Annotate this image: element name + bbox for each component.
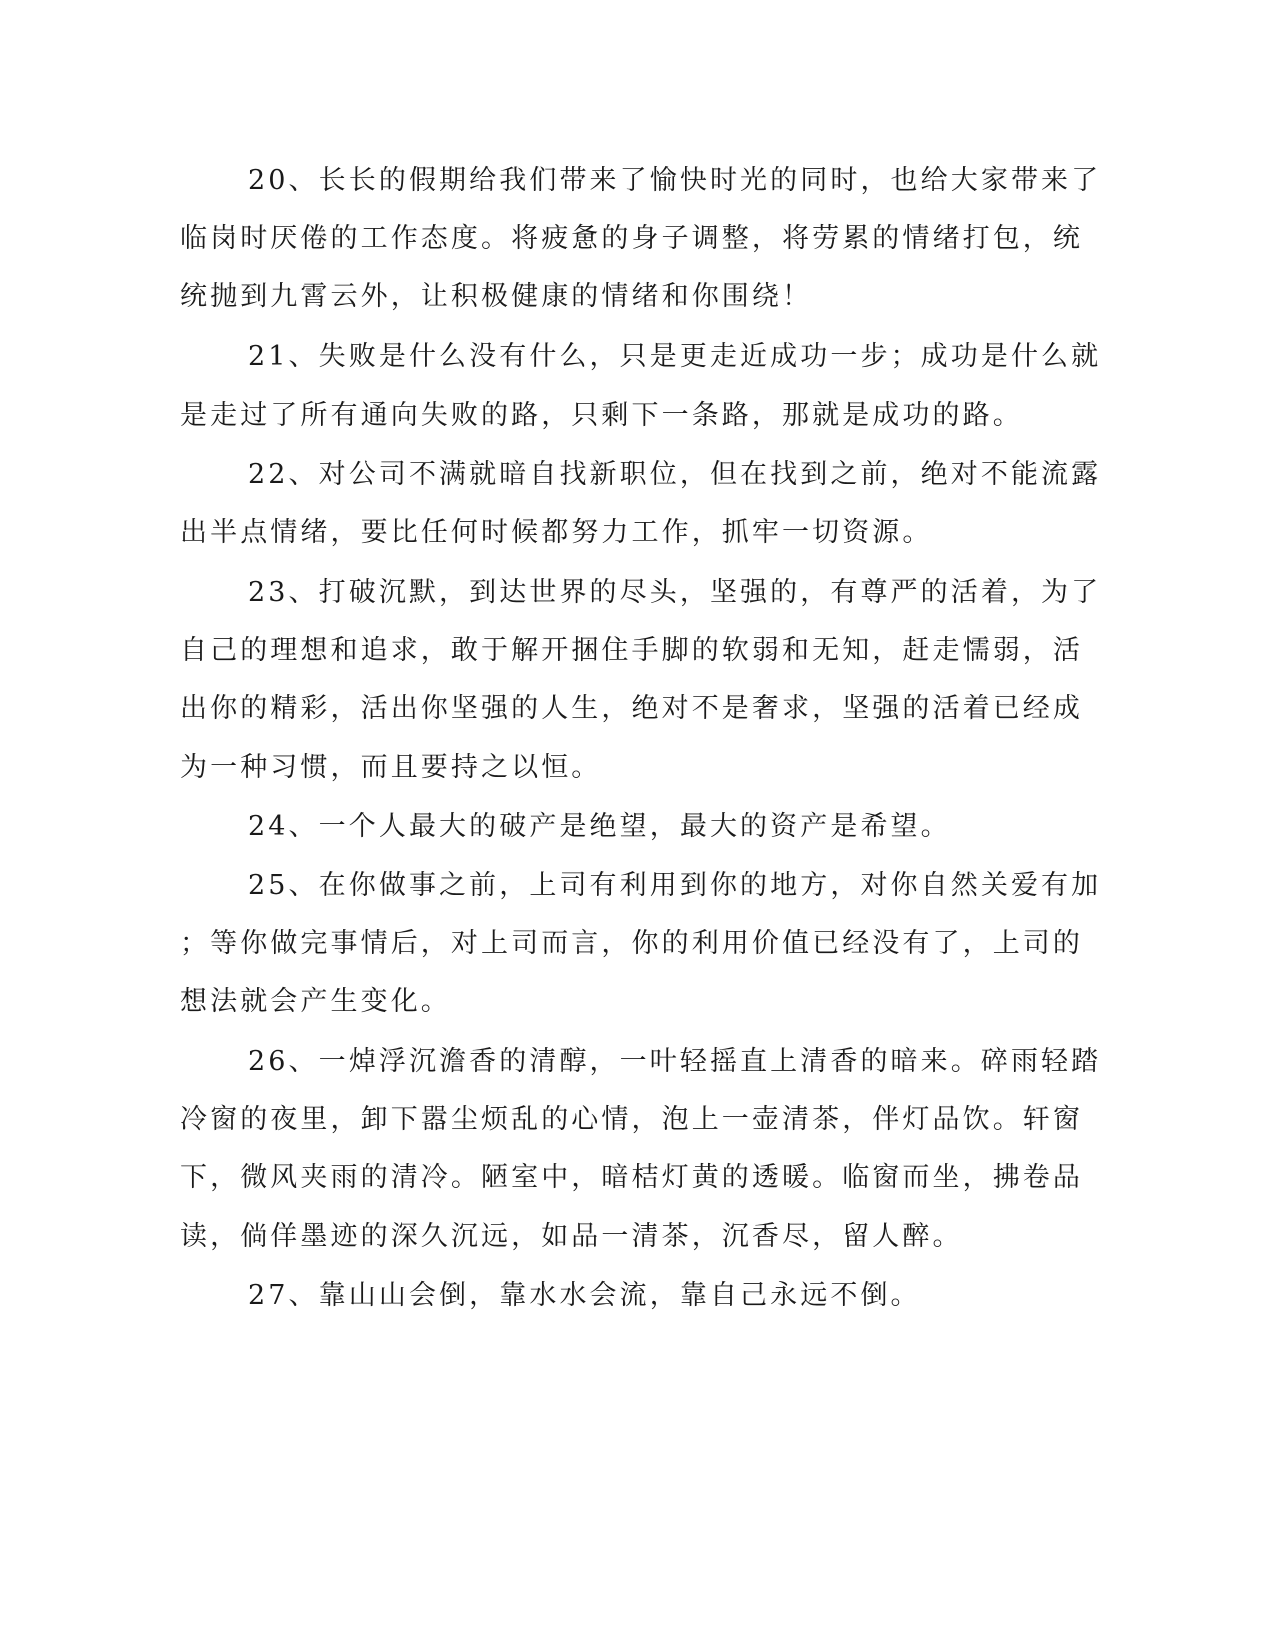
paragraph-line: 27、靠山山会倒，靠水水会流，靠自己永远不倒。 bbox=[248, 1280, 921, 1311]
paragraph-line: 25、在你做事之前，上司有利用到你的地方，对你自然关爱有加 bbox=[248, 870, 1102, 901]
paragraph-line: 自己的理想和追求，敢于解开捆住手脚的软弱和无知，赶走懦弱，活 bbox=[180, 635, 1083, 666]
paragraph-line: 冷窗的夜里，卸下嚣尘烦乱的心情，泡上一壶清茶，伴灯品饮。轩窗 bbox=[180, 1104, 1083, 1135]
paragraph-line: 是走过了所有通向失败的路，只剩下一条路，那就是成功的路。 bbox=[180, 400, 1023, 431]
paragraph-line: 20、长长的假期给我们带来了愉快时光的同时，也给大家带来了 bbox=[248, 165, 1102, 196]
paragraph-line: 临岗时厌倦的工作态度。将疲惫的身子调整，将劳累的情绪打包，统 bbox=[180, 223, 1083, 254]
paragraph-line: 想法就会产生变化。 bbox=[180, 986, 451, 1017]
paragraph-line: 统抛到九霄云外，让积极健康的情绪和你围绕！ bbox=[180, 281, 813, 312]
paragraph-line: 下，微风夹雨的清冷。陋室中，暗桔灯黄的透暖。临窗而坐，拂卷品 bbox=[180, 1162, 1083, 1193]
paragraph-line: 为一种习惯，而且要持之以恒。 bbox=[180, 752, 602, 783]
paragraph-line: 24、一个人最大的破产是绝望，最大的资产是希望。 bbox=[248, 811, 951, 842]
paragraph-line: 21、失败是什么没有什么，只是更走近成功一步；成功是什么就 bbox=[248, 341, 1102, 372]
paragraph-line: 出你的精彩，活出你坚强的人生，绝对不是奢求，坚强的活着已经成 bbox=[180, 693, 1083, 724]
paragraph-line: 22、对公司不满就暗自找新职位，但在找到之前，绝对不能流露 bbox=[248, 459, 1102, 490]
paragraph-line: 23、打破沉默，到达世界的尽头，坚强的，有尊严的活着，为了 bbox=[248, 577, 1102, 608]
paragraph-line: 读，倘佯墨迹的深久沉远，如品一清茶，沉香尽，留人醉。 bbox=[180, 1221, 963, 1252]
paragraph-line: 26、一焯浮沉澹香的清醇，一叶轻摇直上清香的暗来。碎雨轻踏 bbox=[248, 1046, 1102, 1077]
paragraph-line: ；等你做完事情后，对上司而言，你的利用价值已经没有了，上司的 bbox=[180, 928, 1083, 959]
paragraph-line: 出半点情绪，要比任何时候都努力工作，抓牢一切资源。 bbox=[180, 517, 933, 548]
